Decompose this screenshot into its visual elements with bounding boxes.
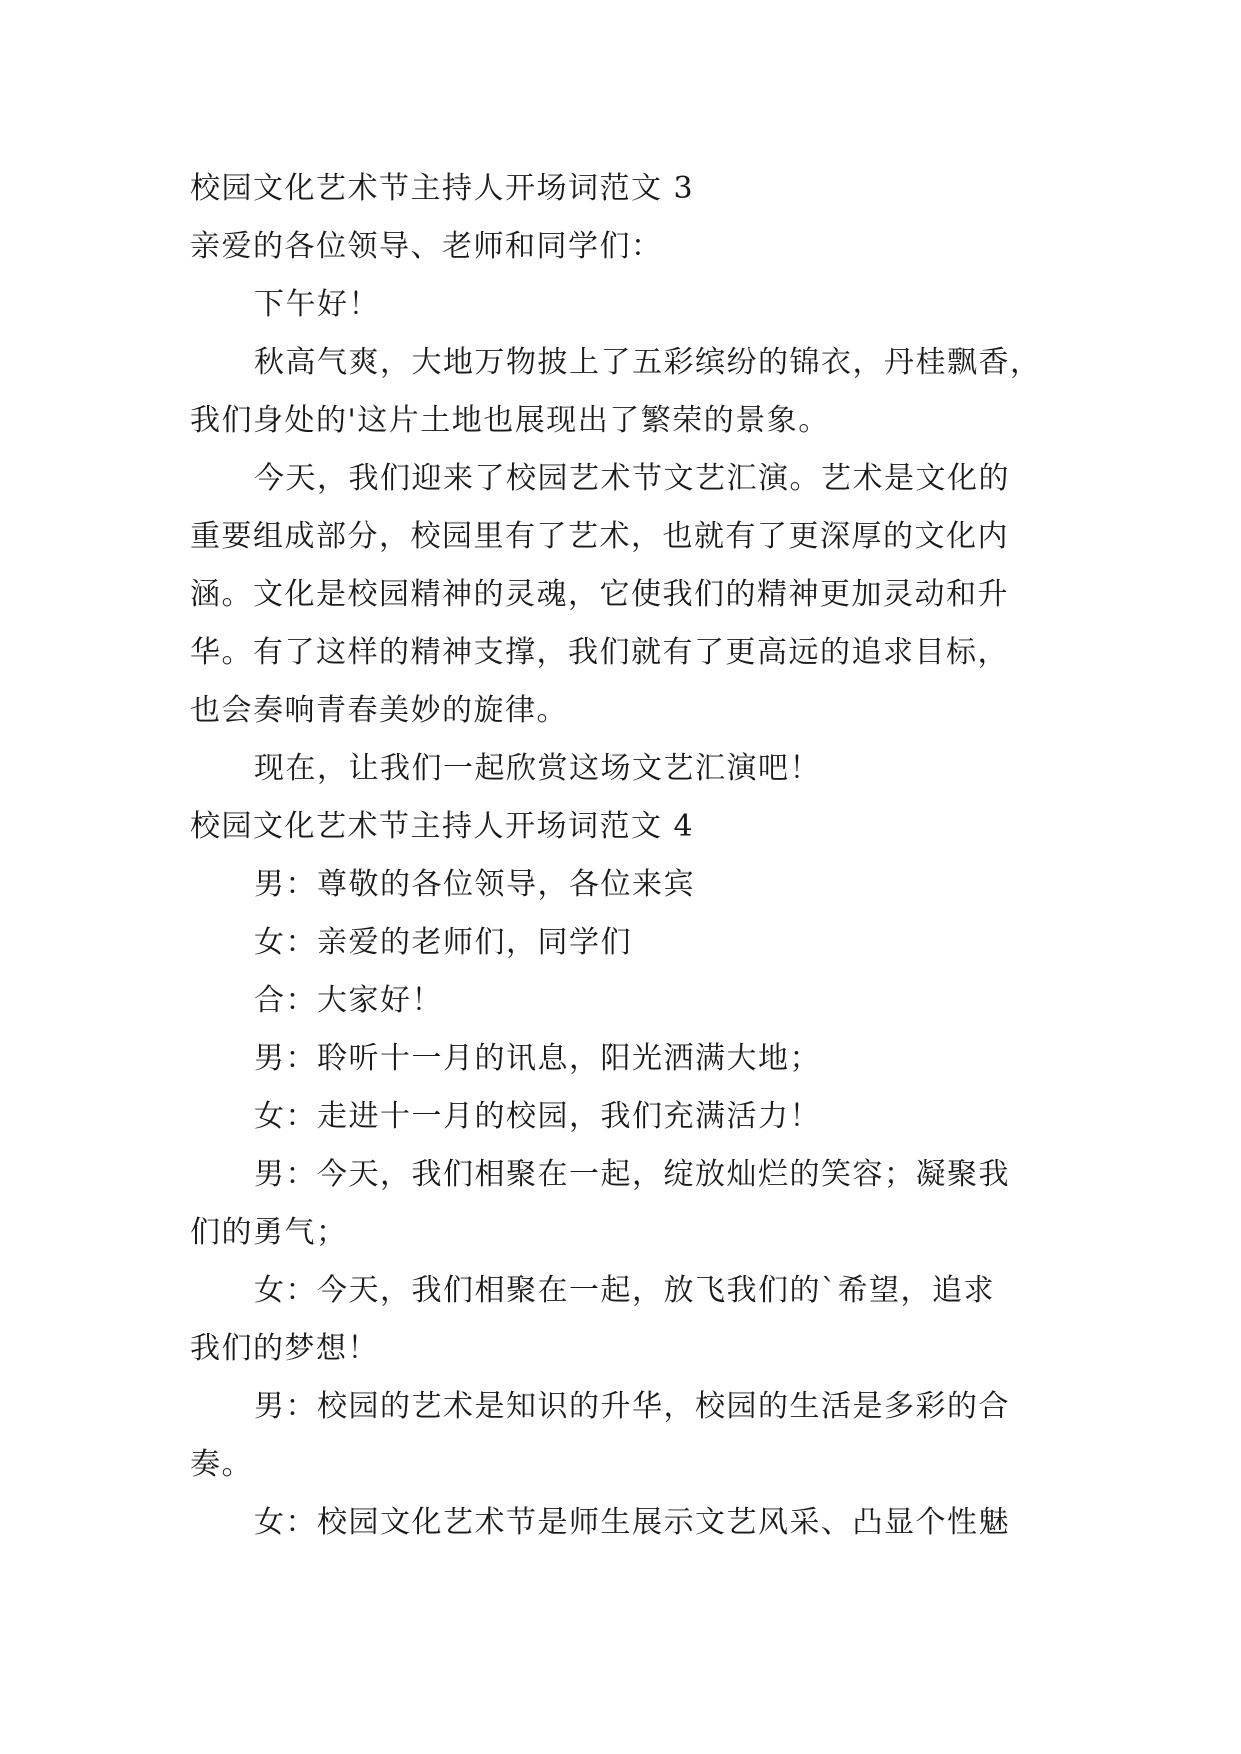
paragraph-line: 华。有了这样的精神支撑，我们就有了更高远的追求目标， (190, 635, 1009, 670)
section-title: 校园文化艺术节主持人开场词范文 3 (190, 171, 695, 206)
dialogue-line: 男：今天，我们相聚在一起，绽放灿烂的笑容；凝聚我 (254, 1157, 1010, 1192)
dialogue-line: 奏。 (190, 1447, 253, 1482)
dialogue-line: 女：亲爱的老师们，同学们 (254, 925, 632, 960)
paragraph-line: 下午好！ (254, 287, 380, 322)
document-body (190, 160, 1062, 1552)
dialogue-line: 男：校园的艺术是知识的升华，校园的生活是多彩的合 (254, 1389, 1010, 1424)
dialogue-line: 女：校园文化艺术节是师生展示文艺风采、凸显个性魅 (254, 1505, 1010, 1540)
dialogue-line: 们的勇气； (190, 1215, 348, 1250)
paragraph-line: 今天，我们迎来了校园艺术节文艺汇演。艺术是文化的 (254, 461, 1010, 496)
dialogue-line: 男：尊敬的各位领导，各位来宾 (254, 867, 695, 902)
paragraph-line: 重要组成部分，校园里有了艺术，也就有了更深厚的文化内 (190, 519, 1009, 554)
paragraph-line: 秋高气爽，大地万物披上了五彩缤纷的锦衣，丹桂飘香， (254, 345, 1042, 380)
paragraph-line: 亲爱的各位领导、老师和同学们： (190, 229, 663, 264)
dialogue-line: 合：大家好！ (254, 983, 443, 1018)
dialogue-line: 男：聆听十一月的讯息，阳光洒满大地； (254, 1041, 821, 1076)
paragraph-line: 也会奏响青春美妙的旋律。 (190, 693, 568, 728)
dialogue-line: 女：今天，我们相聚在一起，放飞我们的`希望，追求 (254, 1273, 995, 1308)
paragraph-line: 我们身处的'这片土地也展现出了繁荣的景象。 (190, 403, 830, 438)
section-title: 校园文化艺术节主持人开场词范文 4 (190, 809, 695, 844)
paragraph-line: 现在，让我们一起欣赏这场文艺汇演吧！ (254, 751, 821, 786)
paragraph-line: 涵。文化是校园精神的灵魂，它使我们的精神更加灵动和升 (190, 577, 1009, 612)
dialogue-line: 女：走进十一月的校园，我们充满活力！ (254, 1099, 821, 1134)
dialogue-line: 我们的梦想！ (190, 1331, 379, 1366)
